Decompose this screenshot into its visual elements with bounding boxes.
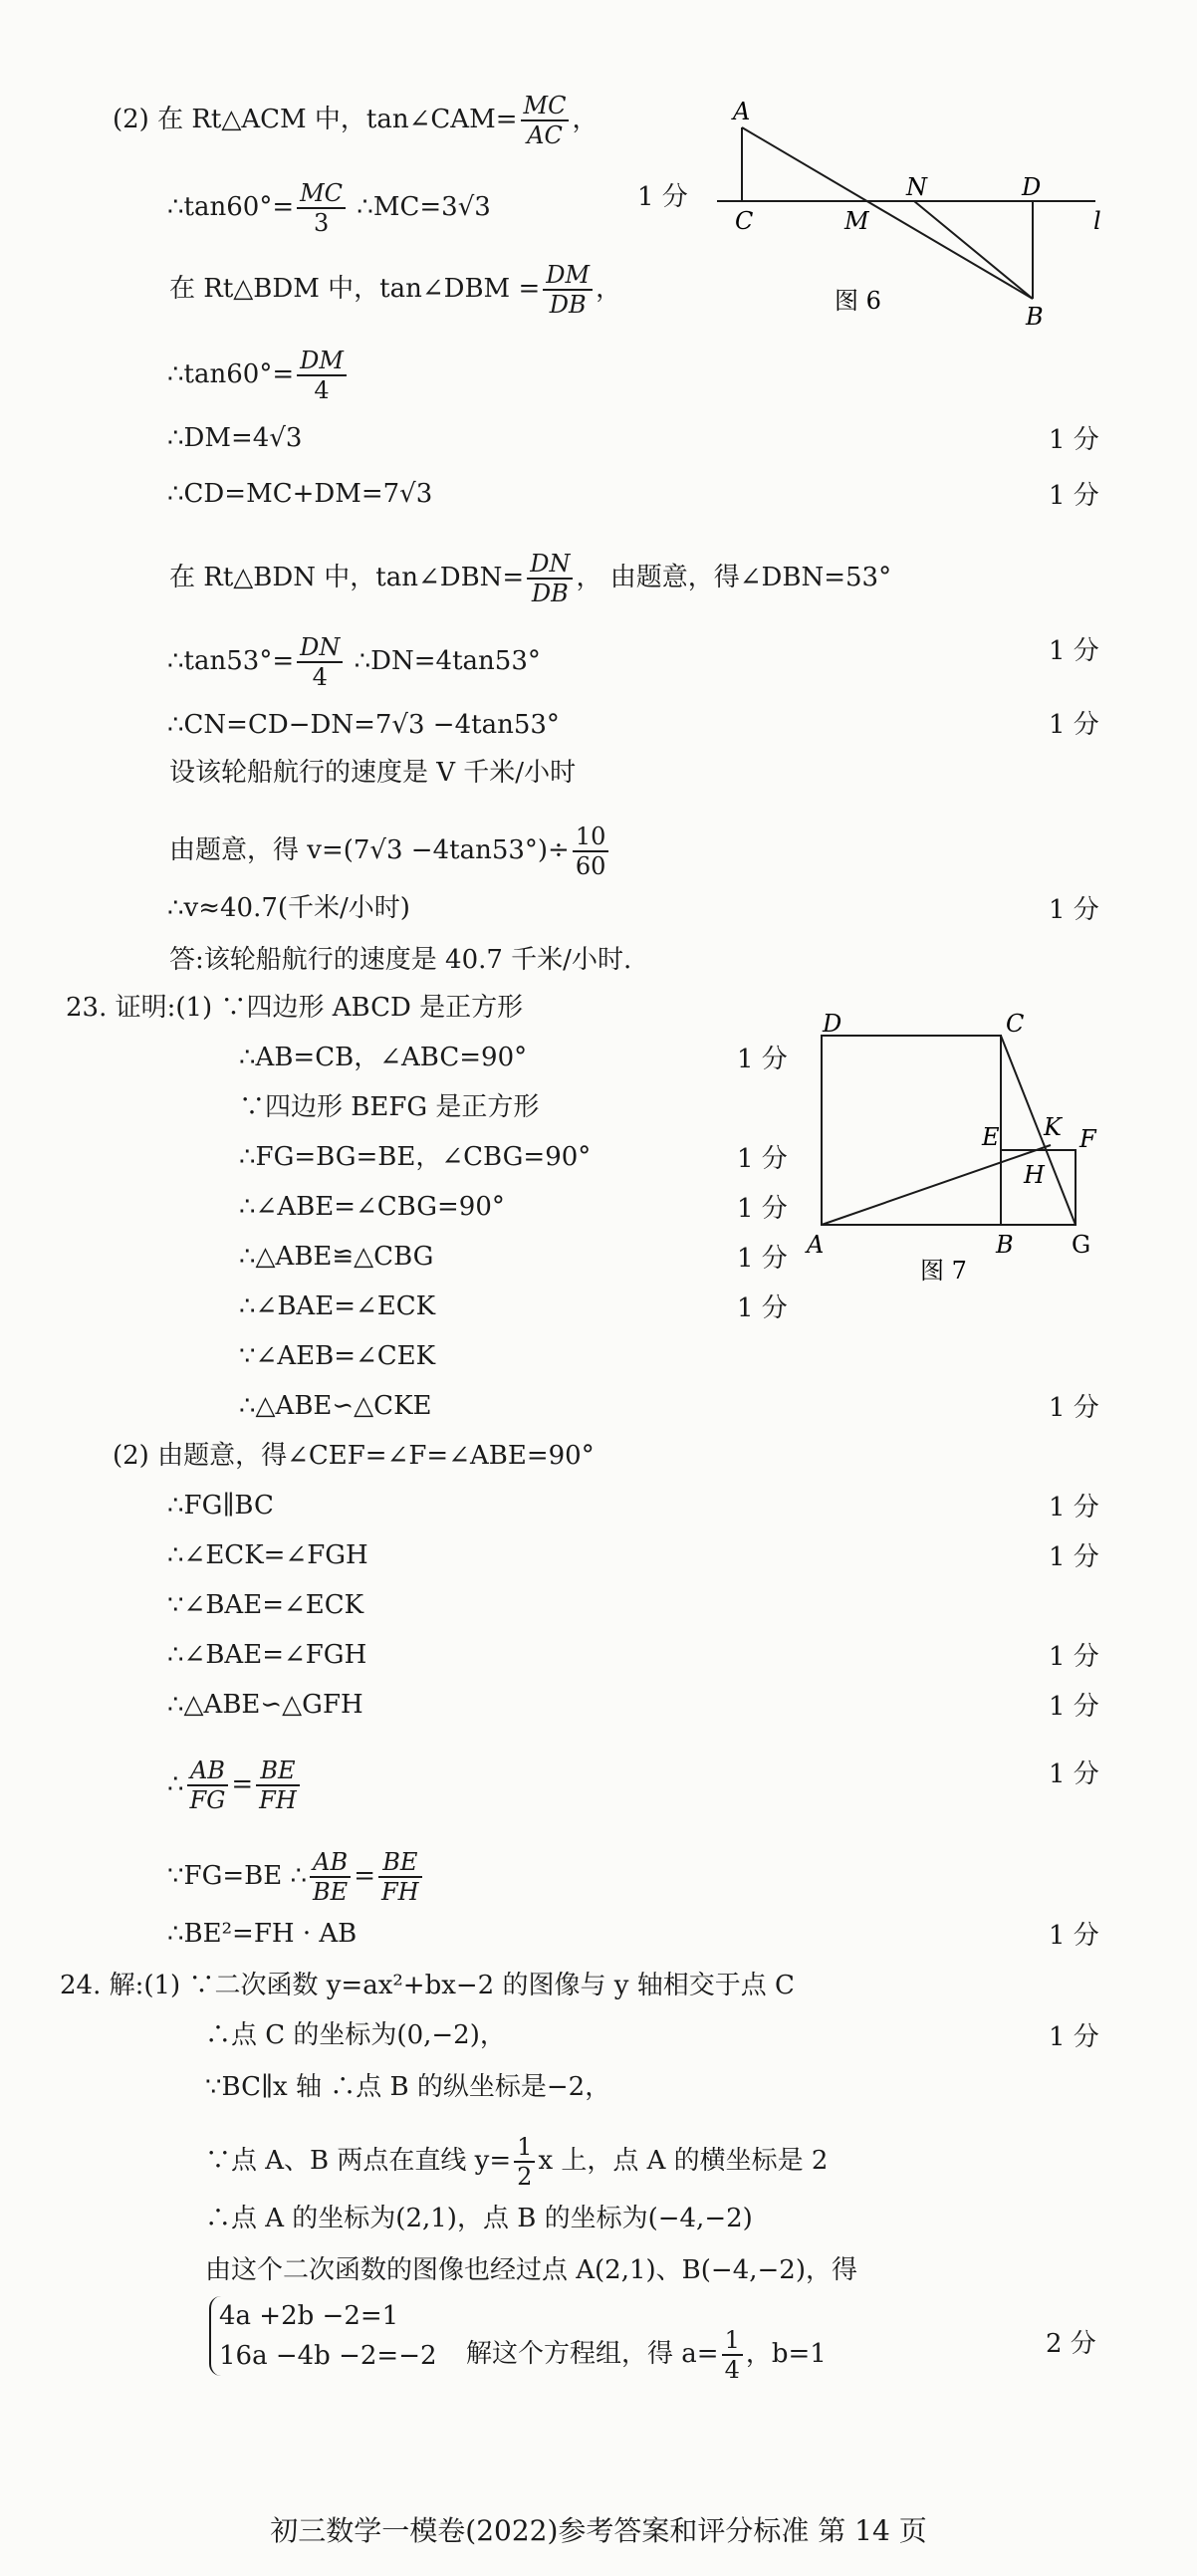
label-H: H: [1024, 1161, 1045, 1189]
fraction: $\frac{DM}{DB}$: [543, 261, 593, 319]
p22-line-6: ∴CD=MC+DM=7√3: [167, 479, 433, 509]
p23-part2-line-3: ∵∠BAE=∠ECK: [167, 1590, 364, 1620]
fraction: $\frac{1}{4}$: [722, 2326, 743, 2384]
score: 1 分: [1049, 1493, 1099, 1522]
label-C: C: [735, 207, 754, 235]
fraction: $\frac{DN}{4}$: [297, 633, 343, 691]
label-D: D: [1022, 173, 1042, 201]
equation-system: [209, 2296, 437, 2376]
p22-line-10: 设该轮船航行的速度是 V 千米/小时: [169, 758, 577, 788]
p23-line-2: ∵四边形 BEFG 是正方形: [239, 1092, 540, 1122]
score: 1 分: [1049, 1921, 1099, 1951]
label-A: A: [733, 98, 751, 125]
page-footer: 初三数学一模卷(2022)参考答案和评分标准 第 14 页: [270, 2514, 927, 2547]
p23-part2-line-8: ∴BE²=FH · AB: [167, 1919, 358, 1949]
p24-head: 24. 解:(1) ∵二次函数 y=ax²+bx−2 的图像与 y 轴相交于点 C: [60, 1971, 795, 2000]
p24-line-3: ∵点 A、B 两点在直线 y= $\frac{1}{2}$ x 上，点 A 的横坐标是 2: [205, 2133, 829, 2191]
equation-1: 4a +2b −2=1: [219, 2301, 399, 2331]
figure-6: [697, 90, 1115, 339]
p23-part2-line-6: ∴ $\frac{AB}{FG}$ = $\frac{BE}{FH}$: [167, 1756, 303, 1814]
p23-line-8: ∴△ABE∽△CKE: [239, 1391, 432, 1421]
p22-line-2: ∴tan60°= $\frac{MC}{3}$ ∴MC=3√3: [167, 179, 491, 237]
figure-6-caption: 图 6: [835, 287, 881, 315]
p23-line-1: ∴AB=CB，∠ABC=90°: [239, 1043, 528, 1072]
p23-part2-head: (2) 由题意，得∠CEF=∠F=∠ABE=90°: [113, 1441, 595, 1471]
score: 1 分: [637, 182, 688, 212]
score: 1 分: [1049, 636, 1099, 666]
p23-line-6: ∴∠BAE=∠ECK: [239, 1291, 436, 1321]
fraction: $\frac{MC}{3}$: [297, 179, 346, 237]
label-A: A: [807, 1231, 825, 1259]
p22-line-1: (2) 在 Rt△ACM 中，tan∠CAM= $\frac{MC}{AC}$ ，: [113, 92, 598, 149]
score: 1 分: [737, 1045, 788, 1074]
p23-part2-line-5: ∴△ABE∽△GFH: [167, 1690, 363, 1720]
label-M: M: [844, 207, 869, 235]
fraction: $\frac{BE}{FH}$: [256, 1756, 300, 1814]
p23-line-4: ∴∠ABE=∠CBG=90°: [239, 1192, 505, 1222]
figure-7-caption: 图 7: [920, 1257, 967, 1285]
label-C: C: [1006, 1010, 1025, 1038]
fraction: $\frac{DN}{DB}$: [527, 550, 573, 607]
equation-2: 16a −4b −2=−2: [219, 2341, 437, 2371]
score: 1 分: [737, 1244, 788, 1274]
p22-line-9: ∴CN=CD−DN=7√3 −4tan53°: [167, 710, 560, 740]
label-F: F: [1079, 1125, 1096, 1153]
p23-part2-line-1: ∴FG∥BC: [167, 1491, 274, 1521]
p23-line-3: ∴FG=BG=BE，∠CBG=90°: [239, 1142, 592, 1172]
p22-line-8: ∴tan53°= $\frac{DN}{4}$ ∴DN=4tan53°: [167, 633, 541, 691]
fraction: $\frac{DM}{4}$: [297, 347, 347, 404]
fraction: $\frac{1}{2}$: [514, 2133, 535, 2191]
score: 1 分: [1049, 1542, 1099, 1572]
p22-line-5: ∴DM=4√3: [167, 423, 303, 453]
p23-part2-line-7: ∵FG=BE ∴ $\frac{AB}{BE}$ = $\frac{BE}{FH}$: [167, 1848, 425, 1906]
p22-line-11: 由题意，得 v=(7√3 −4tan53°)÷ $\frac{10}{60}$: [169, 822, 611, 880]
fraction: $\frac{MC}{AC}$: [521, 92, 570, 149]
score: 1 分: [1049, 1692, 1099, 1722]
label-G: G: [1072, 1231, 1091, 1259]
p24-line-5: 由这个二次函数的图像也经过点 A(2,1)、B(−4,−2)，得: [205, 2255, 857, 2285]
p23-head: 23. 证明:(1) ∵四边形 ABCD 是正方形: [66, 993, 524, 1023]
p22-line-3: 在 Rt△BDM 中，tan∠DBM = $\frac{DM}{DB}$ ，: [169, 261, 622, 319]
label-N: N: [906, 173, 927, 201]
score: 1 分: [1049, 2022, 1099, 2052]
score: 1 分: [1049, 710, 1099, 740]
p23-part2-line-2: ∴∠ECK=∠FGH: [167, 1540, 368, 1570]
p22-answer: 答:该轮船航行的速度是 40.7 千米/小时.: [169, 945, 632, 975]
p22-line-12: ∴v≈40.7(千米/小时): [167, 893, 410, 923]
p24-line-4: ∴点 A 的坐标为(2,1)，点 B 的坐标为(−4,−2): [205, 2204, 753, 2233]
score: 1 分: [1049, 1759, 1099, 1789]
label-l: l: [1093, 207, 1101, 235]
label-B: B: [1026, 303, 1044, 331]
p22-line-7: 在 Rt△BDN 中，tan∠DBN= $\frac{DN}{DB}$ ， 由题意，得∠DBN=53°: [169, 550, 892, 607]
score: 1 分: [1049, 425, 1099, 455]
fraction: $\frac{10}{60}$: [573, 822, 609, 880]
p24-line-1: ∴点 C 的坐标为(0,−2)，: [205, 2020, 506, 2050]
p23-line-7: ∵∠AEB=∠CEK: [239, 1341, 436, 1371]
p24-line-2: ∵BC∥x 轴 ∴点 B 的纵坐标是−2，: [205, 2072, 611, 2102]
label-B: B: [996, 1231, 1014, 1259]
score: 1 分: [1049, 1393, 1099, 1423]
score: 2 分: [1046, 2329, 1096, 2359]
score: 1 分: [1049, 1642, 1099, 1672]
score: 1 分: [737, 1194, 788, 1224]
label-E: E: [982, 1123, 1000, 1151]
score: 1 分: [737, 1293, 788, 1323]
p24-line-6: 解这个方程组，得 a= $\frac{1}{4}$ ，b=1: [466, 2326, 827, 2384]
score: 1 分: [1049, 895, 1099, 925]
figure-7: [797, 1006, 1115, 1294]
p23-line-5: ∴△ABE≌△CBG: [239, 1242, 434, 1272]
p23-part2-line-4: ∴∠BAE=∠FGH: [167, 1640, 367, 1670]
label-K: K: [1044, 1113, 1062, 1141]
p22-line-4: ∴tan60°= $\frac{DM}{4}$: [167, 347, 350, 404]
score: 1 分: [737, 1144, 788, 1174]
fraction: $\frac{AB}{FG}$: [187, 1756, 229, 1814]
fraction: $\frac{AB}{BE}$: [310, 1848, 351, 1906]
fraction: $\frac{BE}{FH}$: [378, 1848, 422, 1906]
score: 1 分: [1049, 481, 1099, 511]
label-D: D: [823, 1010, 842, 1038]
